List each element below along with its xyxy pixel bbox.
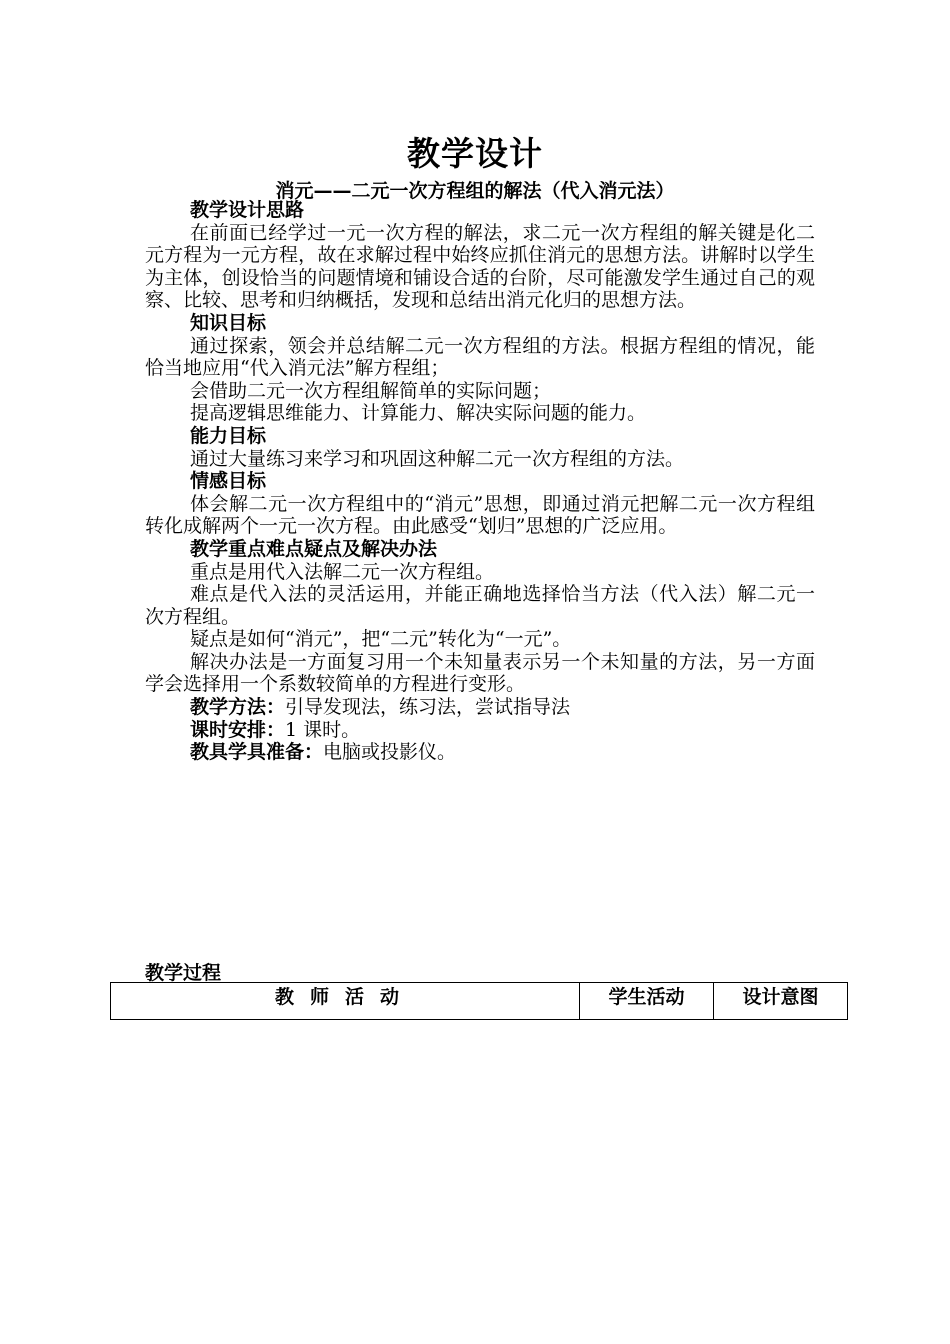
process-table [110, 982, 848, 1020]
class-time-label: 课时安排： [190, 718, 286, 741]
teaching-tools-label: 教具学具准备： [190, 741, 324, 764]
page-title: 教学设计 [407, 134, 543, 173]
section-heading-knowledge: 知识目标 [190, 311, 267, 334]
paragraph-knowledge-2: 会借助二元一次方程组解简单的实际问题； [190, 379, 552, 402]
paragraph-key-4: 解决办法是一方面复习用一个未知量表示另一个未知量的方法，另一方面学会选择用一个系数较简单的方程进行变形。 [145, 650, 815, 696]
column-header-design-intent: 设计意图 [714, 983, 848, 1020]
paragraph-key-1: 重点是用代入法解二元一次方程组。 [190, 560, 495, 583]
paragraph-key-3: 疑点是如何“消元”，把“二元”转化为“一元”。 [190, 628, 572, 651]
paragraph-knowledge-3: 提高逻辑思维能力、计算能力、解决实际问题的能力。 [190, 402, 647, 425]
paragraph-ability: 通过大量练习来学习和巩固这种解二元一次方程组的方法。 [190, 447, 685, 470]
paragraph-key-2: 难点是代入法的灵活运用，并能正确地选择恰当方法（代入法）解二元一次方程组。 [145, 583, 815, 628]
section-heading-design: 教学设计思路 [190, 199, 305, 221]
teaching-tools-value: 电脑或投影仪。 [323, 741, 457, 764]
paragraph-knowledge-1: 通过探索，领会并总结解二元一次方程组的方法。根据方程组的情况，能恰当地应用“代入消元法”解方程组； [145, 334, 815, 380]
teaching-method-label: 教学方法： [190, 696, 286, 719]
paragraph-design: 在前面已经学过一元一次方程的解法，求二元一次方程组的解关键是化二元方程为一元方程，故在求解过程中始终应抓住消元的思想方法。讲解时以学生为主体，创设恰当的问题情境和铺设合适的台阶，尽可能激发学生通过自己的观察、比较、思考和归纳概括，发现和总结出消元化归的思想方法。 [145, 221, 815, 312]
section-heading-ability: 能力目标 [190, 424, 267, 447]
section-heading-key-points: 教学重点难点疑点及解决办法 [190, 537, 438, 560]
paragraph-emotion: 体会解二元一次方程组中的“消元”思想，即通过消元把解二元一次方程组转化成解两个一元一次方程。由此感受“划归”思想的广泛应用。 [145, 492, 815, 538]
column-header-student-activity: 学生活动 [580, 983, 714, 1020]
process-heading: 教学过程 [145, 962, 222, 984]
document-body [145, 199, 815, 764]
section-heading-emotion: 情感目标 [190, 470, 267, 493]
teaching-method-line [145, 696, 815, 719]
page-subtitle: 消元——二元一次方程组的解法（代入消元法） [275, 180, 675, 202]
teaching-method-value: 引导发现法，练习法，尝试指导法 [285, 696, 571, 719]
class-time-line [145, 719, 815, 742]
class-time-value: 1 课时。 [285, 718, 361, 741]
column-header-teacher-activity: 教师活动 [111, 983, 580, 1020]
process-table-header-row [111, 983, 848, 1020]
teaching-tools-line [145, 741, 815, 764]
